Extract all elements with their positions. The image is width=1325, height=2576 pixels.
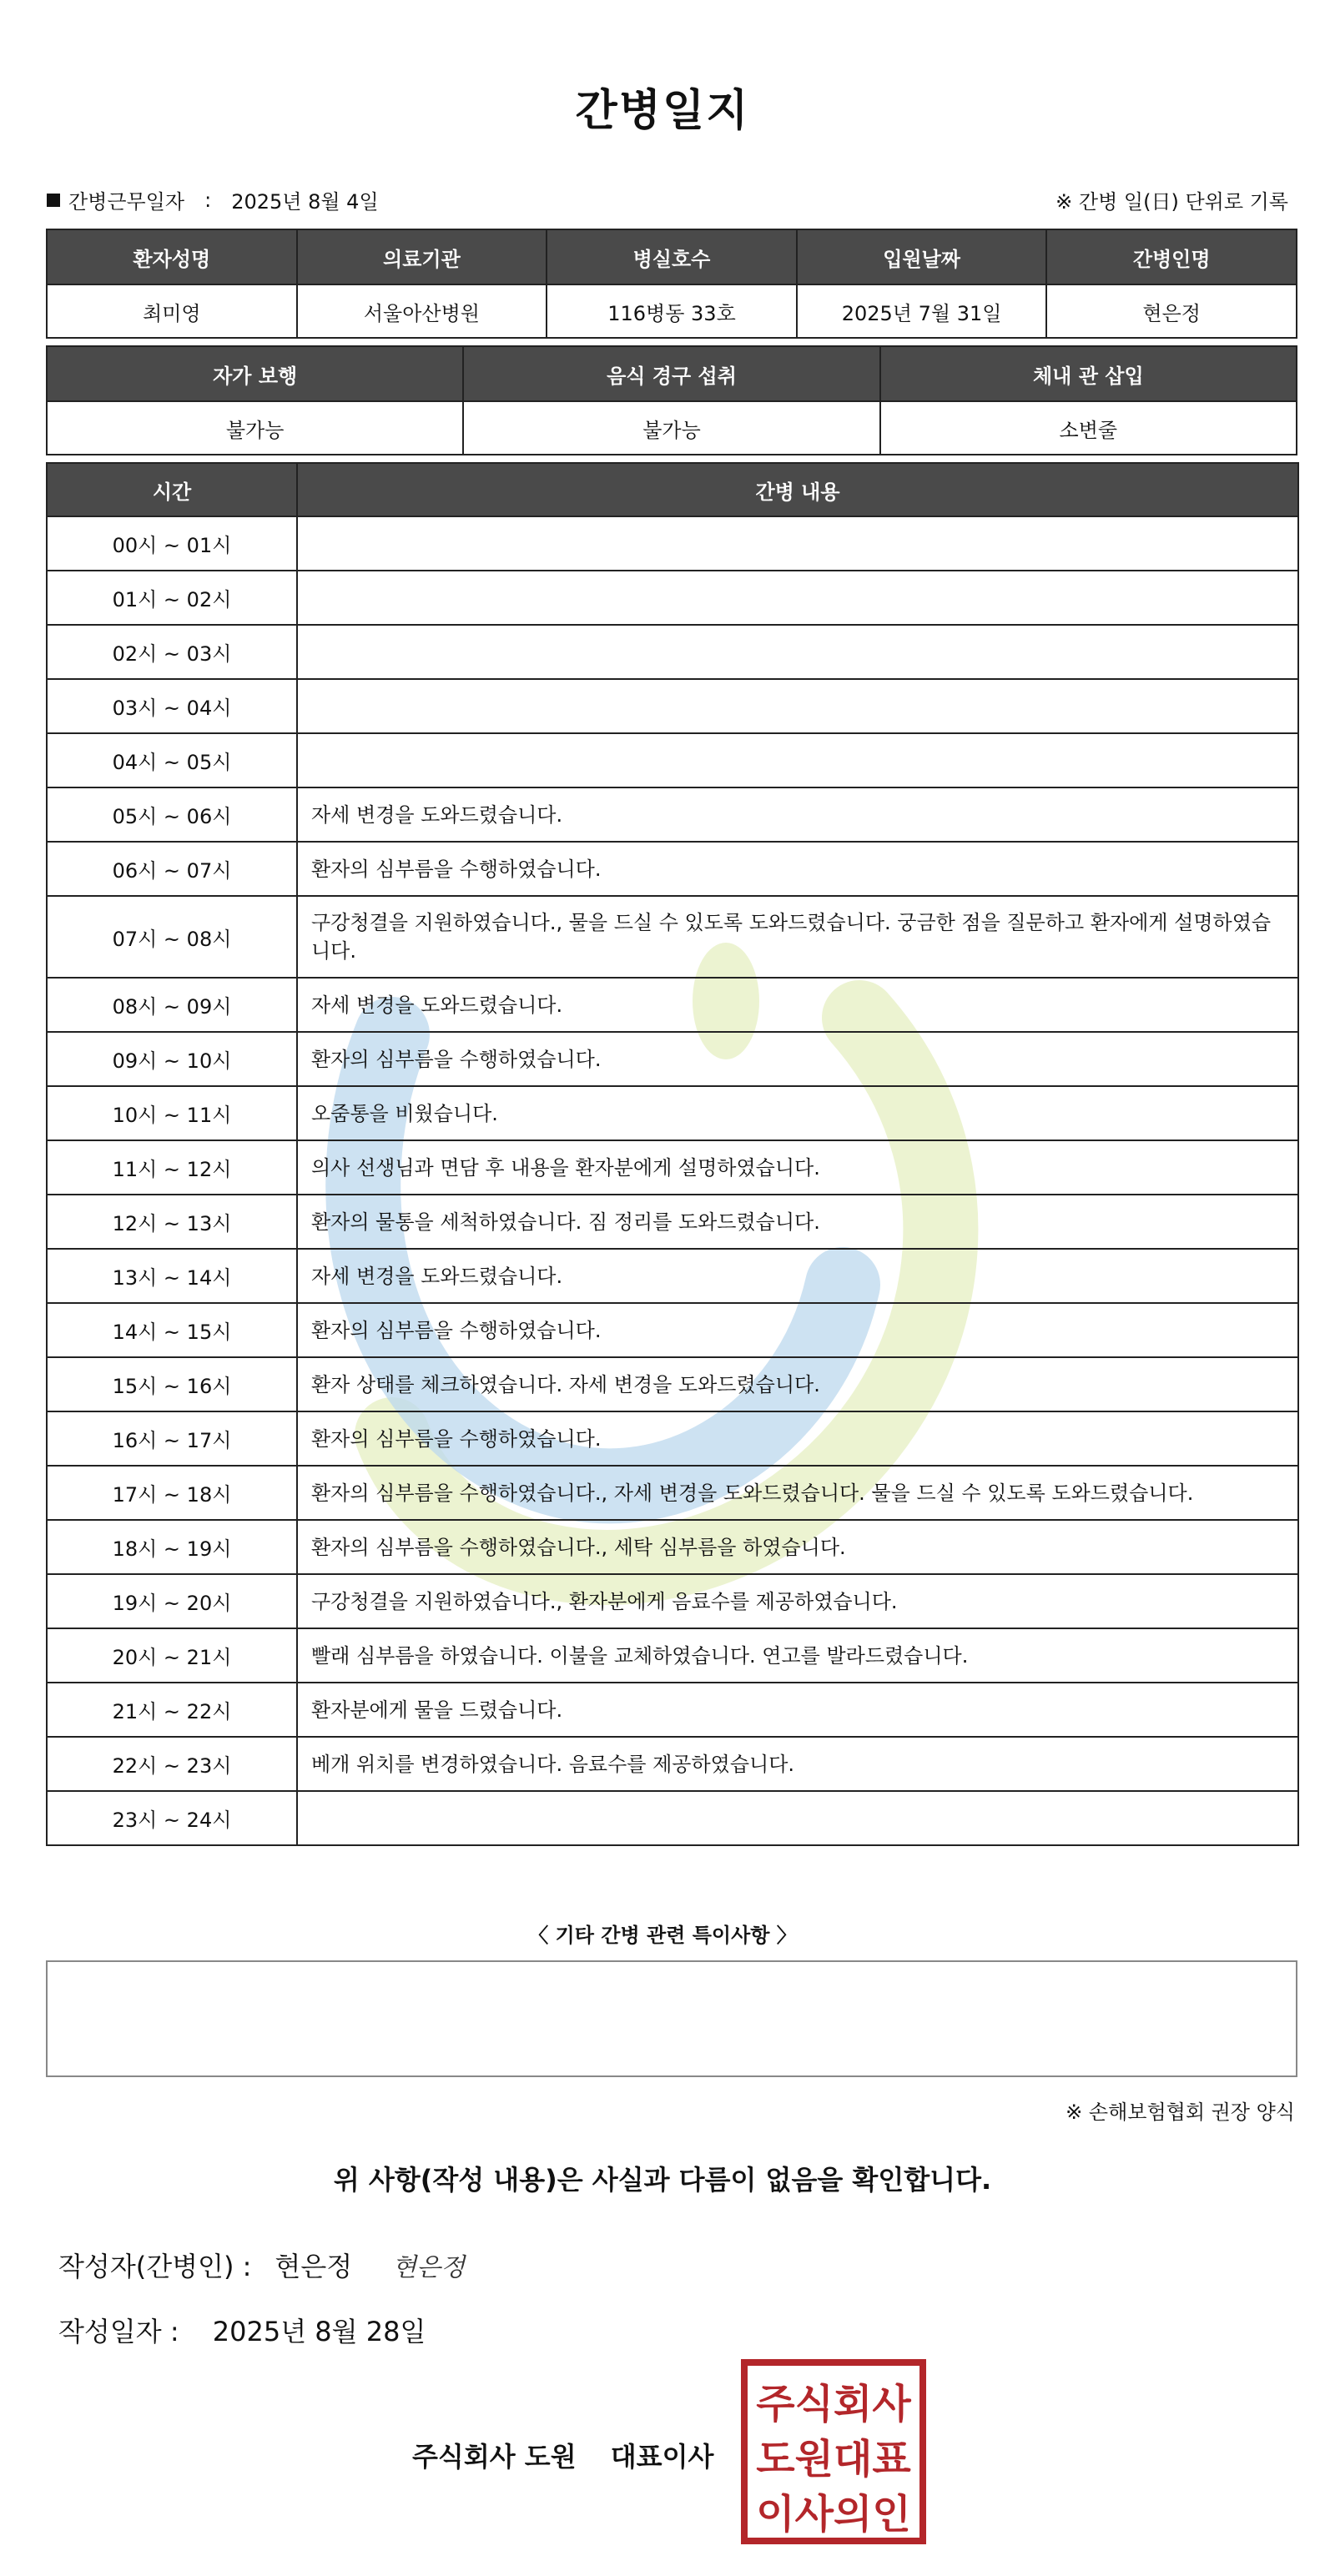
patient-status-table [46, 345, 1297, 455]
time-cell: 07시 ~ 08시 [47, 896, 297, 978]
table-row [47, 842, 1298, 896]
work-date-label: 간병근무일자 [68, 190, 185, 214]
table-row [47, 571, 1298, 625]
company-name: 주식회사 도원 [412, 2441, 577, 2473]
table-row [47, 1574, 1298, 1628]
header-tube-insertion: 체내 관 삽입 [880, 346, 1297, 401]
time-cell: 02시 ~ 03시 [47, 625, 297, 679]
content-cell: 환자의 심부름을 수행하였습니다., 자세 변경을 도와드렸습니다. 물을 드실 수 있도록 도와드렸습니다. [297, 1466, 1298, 1520]
table-row [47, 978, 1298, 1032]
bullet-square-icon [47, 194, 60, 207]
table-row [47, 1791, 1298, 1845]
time-cell: 12시 ~ 13시 [47, 1195, 297, 1249]
tube-insertion: 소변줄 [880, 401, 1297, 455]
table-row [47, 1086, 1298, 1140]
content-cell: 환자의 물통을 세척하였습니다. 짐 정리를 도와드렸습니다. [297, 1195, 1298, 1249]
time-cell: 19시 ~ 20시 [47, 1574, 297, 1628]
time-cell: 14시 ~ 15시 [47, 1303, 297, 1357]
work-date-value: 2025년 8월 4일 [231, 190, 379, 214]
content-cell: 자세 변경을 도와드렸습니다. [297, 978, 1298, 1032]
table-row [47, 733, 1298, 787]
table-row [47, 625, 1298, 679]
time-cell: 11시 ~ 12시 [47, 1140, 297, 1195]
content-cell: 오줌통을 비웠습니다. [297, 1086, 1298, 1140]
header-oral-intake: 음식 경구 섭취 [463, 346, 879, 401]
time-cell: 18시 ~ 19시 [47, 1520, 297, 1574]
content-cell: 환자분에게 물을 드렸습니다. [297, 1683, 1298, 1737]
company-line [412, 2436, 713, 2474]
content-cell [297, 625, 1298, 679]
table-row [47, 1032, 1298, 1086]
unit-note: ※ 간병 일(日) 단위로 기록 [1055, 190, 1288, 214]
table-row [47, 516, 1298, 571]
header-institution: 의료기관 [297, 229, 547, 284]
table-row [47, 1520, 1298, 1574]
time-cell: 08시 ~ 09시 [47, 978, 297, 1032]
content-cell [297, 571, 1298, 625]
content-cell: 구강청결을 지원하였습니다., 환자분에게 음료수를 제공하였습니다. [297, 1574, 1298, 1628]
content-cell: 환자의 심부름을 수행하였습니다., 세탁 심부름을 하였습니다. [297, 1520, 1298, 1574]
header-patient-name: 환자성명 [47, 229, 297, 284]
content-cell: 환자의 심부름을 수행하였습니다. [297, 1303, 1298, 1357]
company-seal-stamp [739, 2357, 928, 2546]
time-cell: 16시 ~ 17시 [47, 1411, 297, 1466]
recommend-note: ※ 손해보험협회 권장 양식 [1066, 2101, 1295, 2124]
content-cell [297, 516, 1298, 571]
time-cell: 13시 ~ 14시 [47, 1249, 297, 1303]
seal-line-2: 도원대표 [756, 2436, 911, 2483]
room: 116병동 33호 [547, 284, 797, 338]
header-admission-date: 입원날짜 [797, 229, 1047, 284]
table-row [47, 787, 1298, 842]
content-cell: 자세 변경을 도와드렸습니다. [297, 1249, 1298, 1303]
header-time: 시간 [47, 463, 297, 516]
content-cell: 환자의 심부름을 수행하였습니다. [297, 1032, 1298, 1086]
content-cell: 환자의 심부름을 수행하였습니다. [297, 1411, 1298, 1466]
time-cell: 15시 ~ 16시 [47, 1357, 297, 1411]
time-cell: 03시 ~ 04시 [47, 679, 297, 733]
time-cell: 01시 ~ 02시 [47, 571, 297, 625]
self-walking: 불가능 [47, 401, 463, 455]
time-cell: 23시 ~ 24시 [47, 1791, 297, 1845]
time-cell: 20시 ~ 21시 [47, 1628, 297, 1683]
content-cell [297, 1791, 1298, 1845]
company-rep: 대표이사 [610, 2441, 714, 2473]
written-date-label: 작성일자 : [58, 2316, 179, 2347]
table-row [47, 1195, 1298, 1249]
header-self-walking: 자가 보행 [47, 346, 463, 401]
confirm-statement: 위 사항(작성 내용)은 사실과 다름이 없음을 확인합니다. [333, 2164, 992, 2196]
table-row [47, 1628, 1298, 1683]
writer-name: 현은정 [275, 2251, 353, 2282]
content-cell: 의사 선생님과 면담 후 내용을 환자분에게 설명하였습니다. [297, 1140, 1298, 1195]
time-cell: 22시 ~ 23시 [47, 1737, 297, 1791]
table-row [47, 896, 1298, 978]
table-row [47, 1140, 1298, 1195]
time-cell: 10시 ~ 11시 [47, 1086, 297, 1140]
time-cell: 05시 ~ 06시 [47, 787, 297, 842]
written-date-line [58, 2311, 426, 2349]
oral-intake: 불가능 [463, 401, 879, 455]
patient-name: 최미영 [47, 284, 297, 338]
content-cell: 빨래 심부름을 하였습니다. 이불을 교체하였습니다. 연고를 발라드렸습니다. [297, 1628, 1298, 1683]
institution: 서울아산병원 [297, 284, 547, 338]
table-row [47, 1303, 1298, 1357]
content-cell: 구강청결을 지원하였습니다., 물을 드실 수 있도록 도와드렸습니다. 궁금한 점을 질문하고 환자에게 설명하였습니다. [297, 896, 1298, 978]
time-cell: 21시 ~ 22시 [47, 1683, 297, 1737]
care-log-table [46, 462, 1299, 1846]
content-cell: 환자 상태를 체크하였습니다. 자세 변경을 도와드렸습니다. [297, 1357, 1298, 1411]
handwritten-signature: 현은정 [392, 2253, 466, 2282]
notes-box [46, 1960, 1297, 2077]
page-title: 간병일지 [575, 86, 750, 136]
seal-line-3: 이사의인 [756, 2491, 911, 2538]
work-date [47, 185, 379, 214]
header-care-content: 간병 내용 [297, 463, 1298, 516]
time-cell: 00시 ~ 01시 [47, 516, 297, 571]
content-cell: 환자의 심부름을 수행하였습니다. [297, 842, 1298, 896]
header-caregiver-name: 간병인명 [1046, 229, 1297, 284]
table-row [47, 1737, 1298, 1791]
content-cell: 자세 변경을 도와드렸습니다. [297, 787, 1298, 842]
admission-date: 2025년 7월 31일 [797, 284, 1047, 338]
table-row [47, 1466, 1298, 1520]
header-room: 병실호수 [547, 229, 797, 284]
time-cell: 09시 ~ 10시 [47, 1032, 297, 1086]
seal-line-1: 주식회사 [756, 2381, 911, 2428]
content-cell: 베개 위치를 변경하였습니다. 음료수를 제공하였습니다. [297, 1737, 1298, 1791]
writer-line [58, 2246, 465, 2284]
table-row [47, 1683, 1298, 1737]
table-row [47, 1357, 1298, 1411]
time-cell: 06시 ~ 07시 [47, 842, 297, 896]
caregiver-name: 현은정 [1046, 284, 1297, 338]
written-date-value: 2025년 8월 28일 [212, 2316, 426, 2347]
notes-title: 〈 기타 간병 관련 특이사항 〉 [528, 1924, 797, 1947]
writer-label: 작성자(간병인) : [58, 2251, 252, 2282]
table-row [47, 1249, 1298, 1303]
patient-info-table [46, 229, 1297, 339]
table-row [47, 1411, 1298, 1466]
content-cell [297, 679, 1298, 733]
time-cell: 17시 ~ 18시 [47, 1466, 297, 1520]
content-cell [297, 733, 1298, 787]
time-cell: 04시 ~ 05시 [47, 733, 297, 787]
work-date-separator: : [204, 188, 212, 212]
table-row [47, 679, 1298, 733]
